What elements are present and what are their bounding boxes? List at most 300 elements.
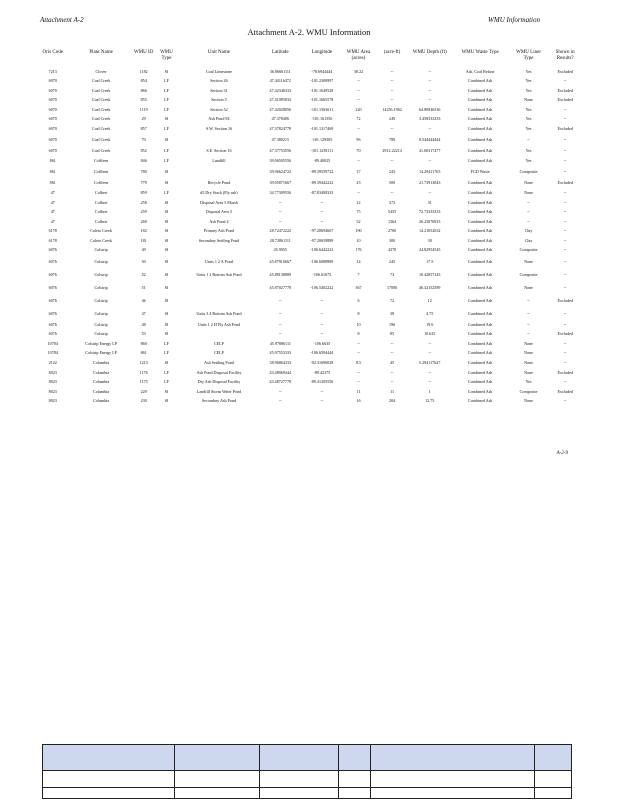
table-cell: Colstrip: [94, 321, 108, 327]
table-cell: 21.73913043: [418, 180, 441, 186]
table-cell: CELP: [213, 350, 224, 356]
table-cell: -106.6635: [313, 340, 331, 346]
table-cell: Yes: [525, 148, 532, 154]
table-cell: 860: [140, 340, 147, 346]
table-cell: 96: [356, 137, 361, 143]
col-header: Plant Name: [89, 50, 113, 55]
table-cell: Combined Ash: [467, 237, 493, 243]
table-row: [36, 397, 584, 407]
table-cell: 70: [356, 148, 361, 154]
blank-cell: [339, 788, 371, 799]
table-cell: --: [278, 398, 282, 404]
table-cell: SI: [164, 199, 169, 205]
table-cell: 243: [389, 169, 396, 175]
table-cell: 45.97553333: [269, 350, 292, 356]
table-cell: 31: [427, 199, 432, 205]
table-cell: --: [390, 350, 394, 356]
table-cell: Ash Pond 4: [209, 218, 229, 224]
table-cell: [178, 281, 259, 294]
table-cell: Combined Ash: [467, 271, 493, 277]
table-cell: Landfill Storm Water Pond: [196, 388, 242, 394]
table-row: [36, 246, 584, 256]
table-cell: 47: [50, 209, 55, 215]
table-cell: 12: [427, 297, 432, 303]
table-cell: LF: [164, 97, 169, 103]
table-cell: 6070: [48, 148, 57, 154]
table-cell: -106.6442222: [310, 247, 334, 253]
table-cell: 10.625: [424, 331, 436, 337]
table-cell: 38.22: [353, 68, 364, 74]
table-cell: Combined Ash: [467, 388, 493, 394]
table-cell: -101.129305: [311, 137, 333, 143]
table-cell: Excluded: [557, 97, 573, 103]
table-cell: Colbert: [94, 189, 108, 195]
table-cell: --: [357, 78, 360, 84]
table-cell: --: [320, 331, 324, 337]
table-cell: 6076: [48, 310, 57, 316]
table-row: [36, 320, 584, 330]
col-header: WMU ID: [134, 50, 154, 55]
table-cell: Composite: [519, 247, 538, 253]
table-cell: None: [524, 360, 533, 365]
table-cell: 14.29411765: [419, 169, 441, 175]
table-cell: --: [390, 97, 394, 103]
table-cell: 46: [141, 297, 146, 303]
blank-cell: [175, 788, 260, 799]
table-cell: SI: [164, 180, 169, 186]
table-cell: FGD Waste: [470, 169, 490, 175]
table-cell: 861: [140, 350, 147, 356]
col-header: Longitude: [311, 50, 333, 55]
blank-cell: [339, 771, 371, 788]
table-cell: Dry Ash Disposal Facility: [197, 379, 241, 385]
table-cell: CELP: [213, 340, 224, 346]
blank-table: [42, 744, 572, 799]
table-cell: Yes: [525, 125, 532, 131]
table-cell: --: [527, 310, 530, 316]
table-cell: 47: [50, 199, 55, 205]
table-cell: Combined Ash: [467, 350, 493, 356]
blank-cell: [534, 771, 571, 788]
table-cell: --: [428, 78, 432, 84]
blank-table-header-row: [43, 745, 572, 771]
table-cell: 230: [140, 398, 147, 404]
table-cell: SI: [164, 137, 169, 143]
table-cell: --: [563, 106, 567, 112]
table-cell: Cofffeen: [93, 157, 109, 163]
table-cell: 846: [140, 157, 147, 163]
table-cell: None: [524, 284, 533, 290]
table-cell: 258: [140, 199, 147, 205]
blank-cell: [259, 771, 338, 788]
table-cell: 12: [356, 199, 361, 205]
blank-cell: [43, 788, 175, 799]
table-cell: Secondary Ash Pond: [201, 398, 236, 404]
table-cell: -101.1665578: [310, 97, 334, 103]
table-cell: Combined Ash: [467, 116, 493, 122]
table-cell: --: [278, 310, 282, 316]
table-cell: 47: [141, 310, 146, 316]
table-cell: 38.96864333: [269, 360, 292, 365]
table-cell: Section 5: [211, 97, 227, 103]
table-row: [36, 378, 584, 388]
blank-cell: [175, 745, 260, 771]
blank-cell: [370, 788, 534, 799]
col-header: Oris Code: [42, 50, 63, 55]
table-cell: --: [563, 247, 567, 253]
table-cell: 260: [140, 218, 147, 224]
table-cell: 34.77309556: [269, 189, 292, 195]
table-cell: [178, 294, 259, 307]
table-cell: Combined Ash: [467, 284, 493, 290]
table-cell: LF: [164, 78, 169, 84]
table-row: [36, 387, 584, 397]
blank-cell: [534, 788, 571, 799]
table-row: [36, 115, 584, 125]
table-cell: 70: [141, 137, 146, 143]
table-cell: 75: [356, 209, 361, 215]
table-cell: Yes: [525, 106, 532, 112]
table-cell: None: [524, 369, 533, 375]
table-cell: Primary Ash Pond: [203, 228, 234, 234]
col-header: (acre-ft): [383, 50, 401, 55]
table-cell: -101.1649528: [310, 87, 334, 93]
table-cell: --: [390, 87, 394, 93]
table-cell: 16: [356, 398, 361, 404]
table-cell: 6: [357, 297, 360, 303]
table-cell: 12.75: [425, 398, 435, 404]
table-cell: Columbia: [93, 398, 110, 404]
table-cell: 50: [141, 258, 146, 264]
table-cell: Combined Ash: [467, 360, 493, 365]
table-cell: -87.83408333: [310, 189, 334, 195]
table-cell: Landfill: [212, 157, 226, 163]
table-cell: 3.458333333: [418, 116, 441, 122]
table-cell: Units 1 2 Bottom Ash Pond: [196, 271, 242, 277]
table-cell: Combined Ash: [467, 247, 493, 253]
table-cell: Coal Creek: [91, 116, 111, 122]
table-cell: Combined Ash: [467, 157, 493, 163]
table-cell: 1: [428, 388, 431, 394]
table-cell: 6070: [48, 137, 57, 143]
blank-table-row: [43, 771, 572, 788]
table-cell: --: [563, 310, 567, 316]
table-cell: Combined Ash: [467, 180, 493, 186]
table-cell: LF: [164, 157, 169, 163]
table-cell: 64.80946536: [418, 106, 441, 112]
table-cell: -106.6594444: [310, 350, 334, 356]
table-cell: LF: [164, 340, 169, 346]
table-cell: Combined Ash: [467, 297, 493, 303]
table-cell: 45.87027778: [269, 284, 292, 290]
table-cell: LF: [164, 87, 169, 93]
table-cell: --: [278, 209, 282, 215]
col-header: WMU Area (acres): [346, 50, 371, 61]
table-cell: S.E. Section 16: [206, 148, 232, 154]
table-body: [36, 67, 584, 406]
table-cell: [178, 166, 259, 179]
table-cell: 10: [356, 321, 361, 327]
table-cell: --: [278, 321, 282, 327]
table-cell: Units 1 2 H Fly Ash Pond: [197, 321, 241, 327]
table-cell: 4370: [387, 247, 397, 253]
table-row: [36, 96, 584, 106]
table-cell: --: [357, 379, 360, 385]
table-cell: 17000: [386, 284, 398, 290]
table-cell: 6070: [48, 116, 57, 122]
table-cell: --: [357, 189, 360, 195]
table-cell: SI: [164, 310, 169, 316]
table-cell: --: [320, 209, 324, 215]
table-row: [36, 268, 584, 281]
table-cell: --: [563, 340, 567, 346]
table-cell: SI: [164, 284, 169, 290]
table-cell: Disposal Area 5: [205, 209, 233, 215]
table-cell: 6070: [48, 87, 57, 93]
table-cell: -97.20659889: [310, 237, 334, 243]
table-cell: Coal Creek: [91, 106, 111, 112]
table-cell: Combined Ash: [467, 218, 493, 224]
table-cell: Colbert: [94, 209, 108, 215]
table-cell: Clay: [524, 228, 533, 234]
table-cell: -89.40025: [313, 157, 331, 163]
table-cell: --: [563, 398, 567, 404]
table-cell: --: [428, 87, 432, 93]
table-cell: Combined Ash: [467, 125, 493, 131]
table-cell: 6076: [48, 331, 57, 337]
table-cell: Units 3 4 Bottom Ash Pond: [196, 310, 242, 316]
table-cell: --: [563, 218, 567, 224]
table-cell: Combined Ash: [467, 148, 493, 154]
table-row: [36, 147, 584, 157]
blank-cell: [175, 771, 260, 788]
table-cell: None: [524, 258, 533, 264]
table-cell: 51: [141, 284, 146, 290]
table-cell: 190: [355, 228, 362, 234]
table-row: [36, 156, 584, 166]
table-cell: 24.82954545: [418, 247, 441, 253]
table-cell: Ash Pond 94: [208, 116, 230, 122]
table-cell: 8: [357, 310, 360, 316]
table-cell: -92.31696028: [310, 360, 334, 365]
blank-cell: [370, 771, 534, 788]
table-cell: 29: [141, 116, 146, 122]
table-cell: 852: [140, 148, 147, 154]
table-cell: SI: [164, 258, 169, 264]
table-cell: --: [278, 297, 282, 303]
table-cell: 47.378406: [271, 116, 289, 122]
table-cell: --: [428, 350, 432, 356]
table-cell: None: [524, 350, 533, 356]
table-cell: LF: [164, 125, 169, 131]
table-cell: -89.41205556: [310, 379, 334, 385]
table-cell: 5.294117647: [419, 360, 441, 365]
table-cell: LF: [164, 148, 169, 154]
table-cell: --: [527, 321, 530, 327]
table-cell: -106.61675: [312, 271, 332, 277]
table-cell: 10: [356, 237, 361, 243]
table-cell: 249: [389, 116, 396, 122]
table-cell: Colbert: [94, 218, 108, 224]
table-cell: 19.6: [426, 321, 434, 327]
table-cell: 45.87916667: [269, 258, 292, 264]
page-number: A-2-9: [556, 451, 568, 456]
table-cell: 181: [140, 237, 147, 243]
table-cell: 855: [140, 97, 147, 103]
table-cell: --: [357, 87, 360, 93]
table-cell: --: [390, 369, 394, 375]
table-cell: --: [527, 137, 530, 143]
table-cell: --: [428, 369, 432, 375]
table-cell: Excluded: [557, 87, 573, 93]
table-cell: Coal Creek: [91, 125, 111, 131]
table-cell: --: [390, 379, 394, 385]
blank-cell: [259, 745, 338, 771]
table-cell: 779: [140, 180, 147, 186]
table-cell: 372: [389, 199, 396, 205]
table-cell: --: [278, 331, 282, 337]
table-cell: --: [428, 157, 432, 163]
table-cell: SI: [164, 388, 169, 394]
table-cell: 17: [356, 169, 361, 175]
table-cell: --: [428, 68, 432, 74]
table-cell: 789: [389, 137, 396, 143]
table-cell: Excluded: [557, 388, 573, 394]
table-cell: -106.5402222: [310, 284, 334, 290]
table-cell: 39.06505556: [269, 157, 292, 163]
table-cell: 52: [141, 271, 146, 277]
table-cell: --: [357, 340, 360, 346]
table-cell: 6076: [48, 297, 57, 303]
table-cell: 859: [140, 189, 147, 195]
table-cell: --: [563, 116, 567, 122]
table-cell: --: [390, 125, 394, 131]
table-cell: Colstrip: [94, 297, 108, 303]
table-cell: Clover: [95, 68, 107, 74]
table-cell: 28.72472222: [269, 228, 292, 234]
table-cell: 861: [49, 180, 56, 186]
table-cell: 6070: [48, 97, 57, 103]
table-cell: SI: [164, 360, 169, 365]
table-cell: 780: [140, 169, 147, 175]
table-cell: Colstrip: [94, 247, 108, 253]
header-right: WMU Information: [488, 16, 540, 24]
blank-cell: [43, 745, 175, 771]
table-cell: --: [527, 297, 530, 303]
table-cell: -101.1258111: [310, 148, 334, 154]
table-cell: --: [563, 284, 567, 290]
table-cell: Combined Ash: [467, 258, 493, 264]
table-cell: --: [320, 388, 324, 394]
table-cell: 300: [389, 237, 396, 243]
blank-cell: [339, 745, 371, 771]
table-cell: 47.380215: [271, 137, 289, 143]
table-cell: LF: [164, 369, 169, 375]
table-cell: --: [320, 321, 324, 327]
table-cell: 7213: [48, 68, 57, 74]
table-cell: SI: [164, 169, 169, 175]
table-row: [36, 198, 584, 208]
table-cell: None: [524, 189, 533, 195]
table-cell: --: [357, 97, 360, 103]
table-cell: Ash, Coal Refuse: [465, 68, 495, 74]
table-cell: 8.5: [355, 360, 362, 365]
table-row: [36, 188, 584, 198]
table-cell: 47.44116472: [269, 78, 291, 84]
table-cell: --: [428, 340, 432, 346]
table-cell: Combined Ash: [467, 78, 493, 84]
table-cell: 23: [356, 180, 361, 186]
table-cell: Combined Ash: [467, 321, 493, 327]
table-cell: --: [563, 258, 567, 264]
table-cell: 47: [50, 189, 55, 195]
table-cell: Combined Ash: [467, 369, 493, 375]
table-cell: 10.42857143: [418, 271, 441, 277]
table-cell: 30: [427, 237, 432, 243]
table-cell: Combined Ash: [467, 189, 493, 195]
table-cell: 10784: [47, 340, 58, 346]
table-row: [36, 86, 584, 96]
table-cell: Composite: [519, 271, 538, 277]
table-cell: 47.37824778: [269, 125, 292, 131]
table-cell: Yes: [525, 68, 532, 74]
table-cell: 8023: [48, 369, 57, 375]
table-cell: --: [563, 148, 567, 154]
table-cell: Excluded: [557, 297, 573, 303]
table-cell: Section 31: [210, 87, 228, 93]
table-cell: 47.42028056: [269, 106, 292, 112]
table-cell: --: [563, 350, 567, 356]
table-cell: -89.42375: [313, 369, 331, 375]
table-cell: None: [524, 97, 533, 103]
table-cell: [178, 330, 259, 340]
table-cell: S.W. Section 16: [205, 125, 233, 131]
table-cell: 2912.22214: [382, 148, 402, 154]
table-row: [36, 358, 584, 368]
table-cell: 43.48969444: [269, 369, 292, 375]
table-cell: Secondary Settling Pond: [198, 237, 240, 243]
table-cell: Colstrip: [94, 284, 108, 290]
table-cell: 36.86661111: [269, 68, 291, 74]
table-cell: 367: [355, 284, 362, 290]
blank-cell: [370, 745, 534, 771]
table-cell: Columbia: [93, 388, 110, 394]
table-cell: 17.5: [426, 258, 434, 264]
table-cell: Excluded: [557, 125, 573, 131]
table-cell: --: [390, 68, 394, 74]
table-cell: 6076: [48, 284, 57, 290]
table-cell: --: [357, 125, 360, 131]
table-cell: --: [563, 169, 567, 175]
table-cell: 196: [389, 321, 396, 327]
table-cell: 45: [390, 360, 395, 365]
table-cell: Composite: [519, 388, 538, 394]
table-cell: SI: [164, 218, 169, 224]
table-cell: -78.6944444: [311, 68, 333, 74]
table-cell: --: [563, 78, 567, 84]
table-cell: 1213: [139, 360, 148, 365]
table-cell: --: [563, 189, 567, 195]
table-cell: -97.20694667: [310, 228, 334, 234]
table-cell: Combined Ash: [467, 97, 493, 103]
table-cell: 11: [390, 388, 395, 394]
table-row: [36, 281, 584, 294]
table-cell: --: [527, 218, 530, 224]
table-cell: --: [428, 125, 432, 131]
table-cell: 8023: [48, 398, 57, 404]
table-cell: 7: [357, 271, 360, 277]
table-cell: 6076: [48, 258, 57, 264]
